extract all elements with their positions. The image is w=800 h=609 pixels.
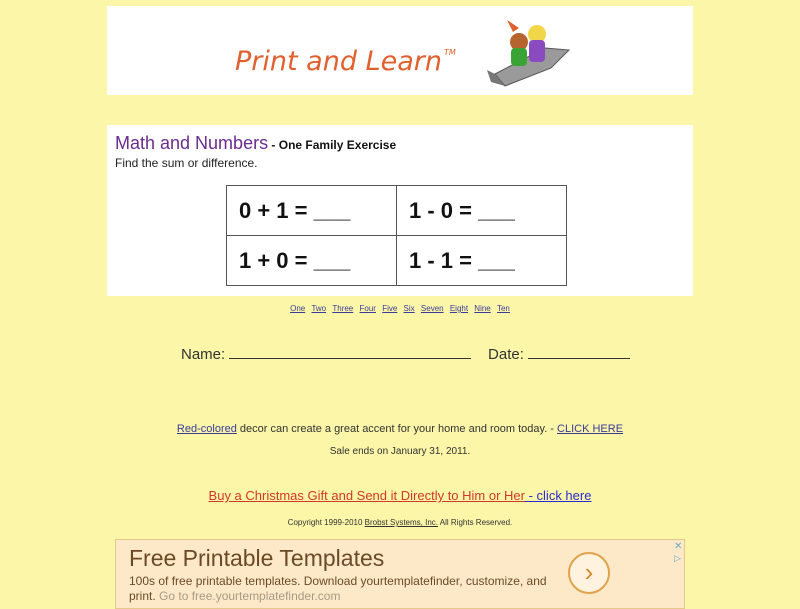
problem-cell: 1 + 0 = ___ [227, 236, 397, 286]
exercise-number-links [0, 304, 800, 313]
problem-cell: 1 - 1 = ___ [397, 236, 567, 286]
exercise-subtitle: - One Family Exercise [268, 138, 397, 152]
ad-title[interactable]: Free Printable Templates [129, 545, 385, 571]
name-label: Name: [181, 346, 226, 363]
logo[interactable] [235, 46, 456, 77]
red-colored-link[interactable]: Red-colored [176, 423, 237, 435]
link-eight[interactable]: Eight [449, 304, 469, 313]
gift-click-here-link[interactable]: - click here [524, 488, 592, 503]
rights-text: All Rights Reserved. [438, 518, 513, 527]
gift-promo [0, 488, 800, 503]
chevron-right-icon[interactable]: › [568, 552, 610, 594]
close-icon[interactable]: ✕ [674, 541, 683, 552]
problem-cell: 1 - 0 = ___ [397, 186, 567, 236]
exercise-instructions: Find the sum or difference. [115, 156, 258, 170]
sale-notice: Sale ends on January 31, 2011. [329, 446, 471, 457]
ad-desc-text: 100s of free printable templates. Download yourtemplatefinder, customize, and print. [129, 574, 547, 603]
date-label: Date: [488, 346, 524, 363]
link-three[interactable]: Three [332, 304, 354, 313]
problem-cell: 0 + 1 = ___ [227, 186, 397, 236]
link-five[interactable]: Five [382, 304, 398, 313]
christmas-gift-link[interactable]: Buy a Christmas Gift and Send it Directly to Him or Her [208, 488, 525, 503]
company-link[interactable]: Brobst Systems, Inc. [364, 518, 439, 527]
exercise-heading [115, 133, 396, 154]
decor-promo [0, 423, 800, 435]
copyright-text: Copyright 1999-2010 [287, 518, 365, 527]
name-blank [229, 346, 471, 359]
problem-row [227, 186, 567, 236]
adchoices-icon[interactable]: ▷ [674, 553, 681, 563]
rocket-kids-illustration [485, 12, 573, 90]
trademark: TM [443, 48, 456, 57]
click-here-link[interactable]: CLICK HERE [557, 423, 624, 435]
link-nine[interactable]: Nine [474, 304, 491, 313]
exercise-panel [107, 125, 693, 296]
header-banner [107, 6, 693, 95]
exercise-title: Math and Numbers [115, 133, 269, 153]
date-blank [528, 346, 630, 359]
name-date-line [181, 346, 630, 363]
link-six[interactable]: Six [403, 304, 415, 313]
link-ten[interactable]: Ten [496, 304, 510, 313]
link-four[interactable]: Four [359, 304, 376, 313]
logo-text: Print and Learn [235, 46, 442, 77]
link-one[interactable]: One [290, 304, 306, 313]
link-seven[interactable]: Seven [420, 304, 444, 313]
problems-table [226, 185, 567, 286]
ad-banner[interactable] [115, 539, 685, 609]
problem-row [227, 236, 567, 286]
copyright [0, 518, 800, 527]
link-two[interactable]: Two [311, 304, 327, 313]
ad-url[interactable]: Go to free.yourtemplatefinder.com [159, 589, 341, 603]
promo-text: decor can create a great accent for your home and room today. - [236, 423, 558, 435]
